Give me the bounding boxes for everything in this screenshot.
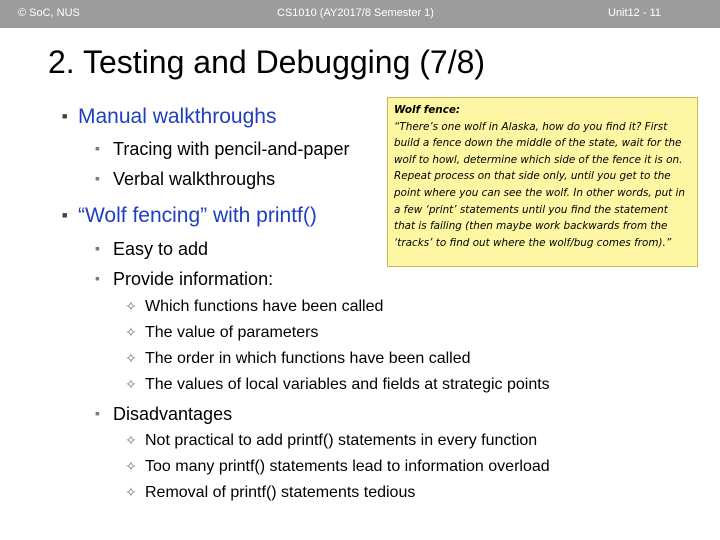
detail-text: The values of local variables and fields at strategic points	[145, 376, 550, 393]
sub-bullet-text: Provide information:	[113, 269, 274, 289]
detail-text: The order in which functions have been called	[145, 350, 471, 367]
sub-bullet	[95, 169, 276, 190]
diamond-bullet-icon: ✧	[125, 432, 137, 448]
bullet-wolf-fencing	[62, 204, 317, 228]
diamond-bullet-icon: ✧	[125, 376, 137, 392]
diamond-bullet-icon: ✧	[125, 298, 137, 314]
detail-bullet	[125, 484, 416, 502]
detail-bullet	[125, 432, 538, 450]
bullet-text: “Wolf fencing” with printf()	[78, 204, 317, 227]
sub-bullet-text: Easy to add	[113, 239, 209, 259]
slide-number: Unit12 - 11	[608, 7, 661, 19]
bullet-manual-walkthroughs	[62, 105, 277, 129]
sub-bullet	[95, 404, 233, 425]
square-bullet-icon: ▪	[95, 240, 100, 256]
header-bar	[0, 0, 720, 28]
diamond-bullet-icon: ✧	[125, 484, 137, 500]
note-title: Wolf fence:	[394, 104, 461, 116]
copyright-text: © SoC, NUS	[18, 7, 80, 19]
bullet-text: Manual walkthroughs	[78, 105, 277, 128]
detail-text: Too many printf() statements lead to information overload	[145, 458, 550, 475]
wolf-fence-note	[387, 97, 698, 267]
square-bullet-icon: ▪	[95, 140, 100, 156]
diamond-bullet-icon: ✧	[125, 324, 137, 340]
square-bullet-icon: ■	[62, 111, 68, 121]
diamond-bullet-icon: ✧	[125, 350, 137, 366]
detail-bullet	[125, 298, 384, 316]
detail-bullet	[125, 376, 550, 394]
detail-text: Not practical to add printf() statements in every function	[145, 432, 538, 449]
detail-bullet	[125, 350, 471, 368]
sub-bullet	[95, 269, 274, 290]
sub-bullet	[95, 239, 209, 260]
detail-text: Removal of printf() statements tedious	[145, 484, 416, 501]
detail-text: The value of parameters	[145, 324, 319, 341]
sub-bullet-text: Verbal walkthroughs	[113, 169, 276, 189]
note-body: “There’s one wolf in Alaska, how do you find it? First build a fence down the middle of the state, wait for the wolf to howl, determine which side of the fence it is on. Repeat process on that side only, until you get to the point where you can see the wolf. In other words, put in a few ‘print’ statements until you find the statement that is failing (then maybe work backwards from the ‘tracks’ to find out where the wolf/bug comes from).”	[394, 120, 685, 249]
square-bullet-icon: ▪	[95, 405, 100, 421]
detail-text: Which functions have been called	[145, 298, 384, 315]
sub-bullet	[95, 139, 350, 160]
detail-bullet	[125, 324, 319, 342]
square-bullet-icon: ▪	[95, 170, 100, 186]
square-bullet-icon: ▪	[95, 270, 100, 286]
slide-title: 2. Testing and Debugging (7/8)	[48, 44, 486, 80]
course-title: CS1010 (AY2017/8 Semester 1)	[277, 7, 434, 19]
detail-bullet	[125, 458, 550, 476]
diamond-bullet-icon: ✧	[125, 458, 137, 474]
square-bullet-icon: ■	[62, 210, 68, 220]
sub-bullet-text: Disadvantages	[113, 404, 233, 424]
sub-bullet-text: Tracing with pencil-and-paper	[113, 139, 350, 159]
